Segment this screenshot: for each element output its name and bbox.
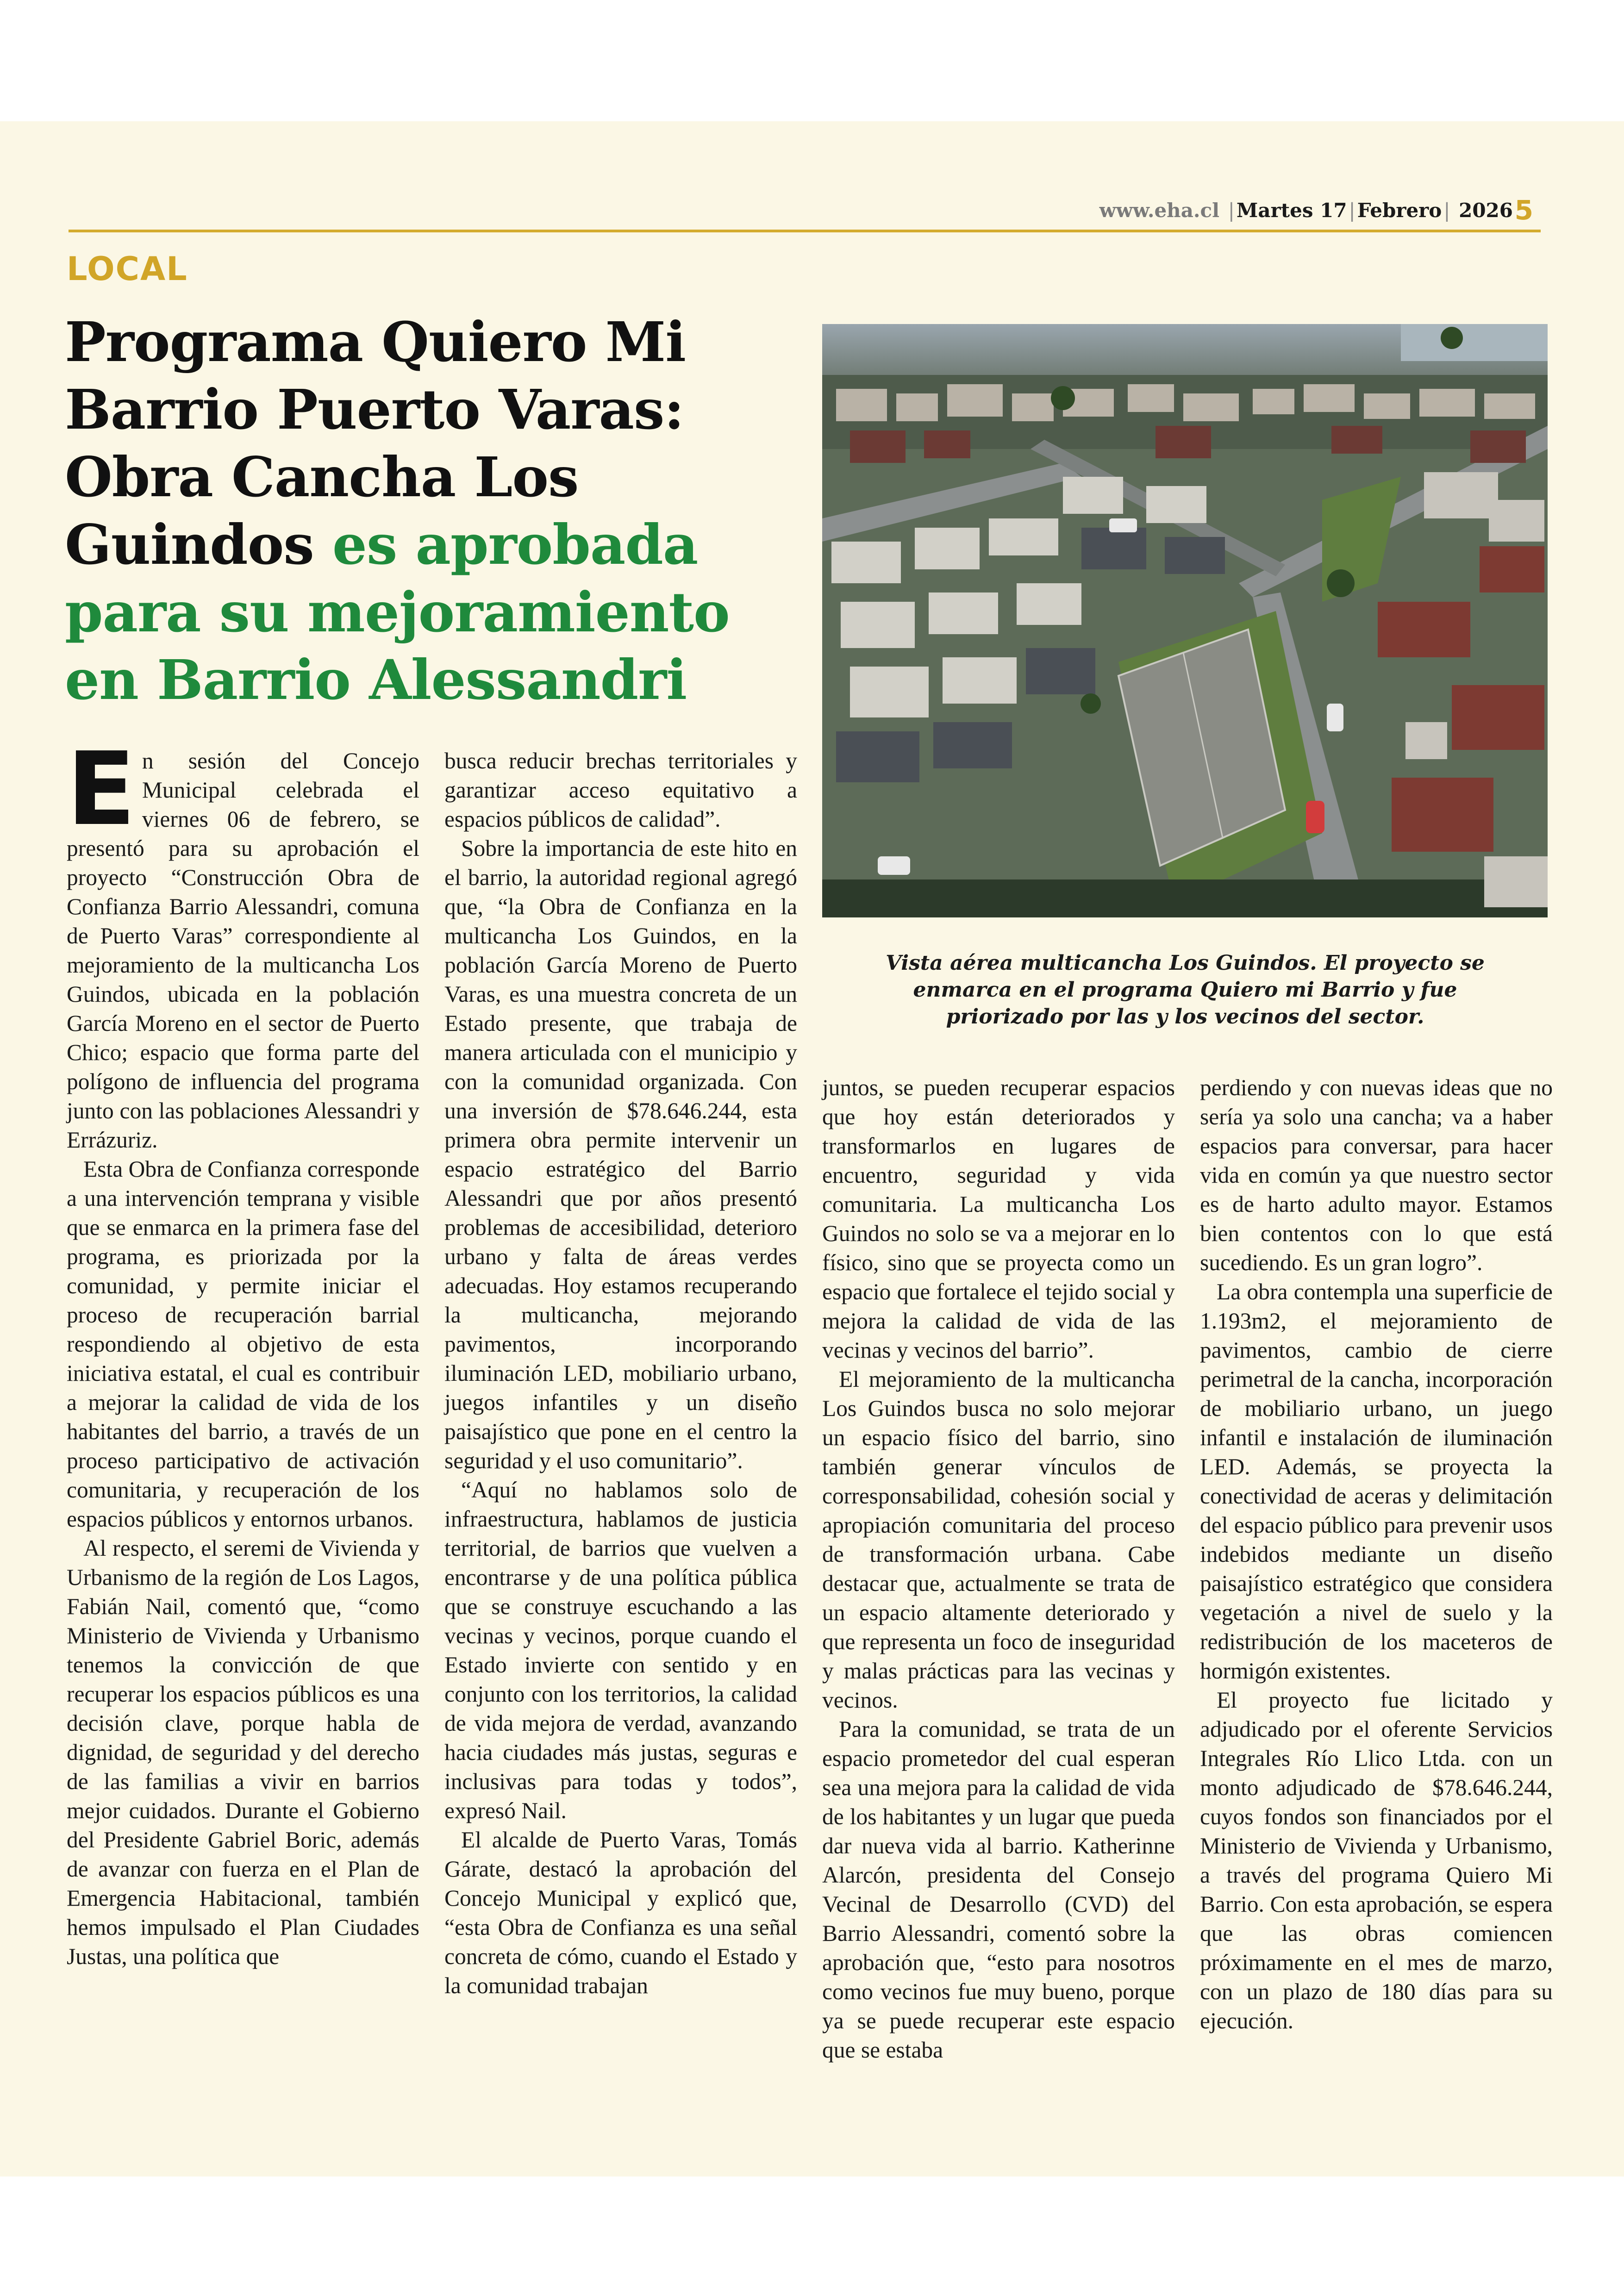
paragraph: busca reducir brechas territoriales y garantizar acceso equitativo a espacios públicos de calidad”. — [444, 748, 797, 832]
photo-caption: Vista aérea multicancha Los Guindos. El proyecto se enmarca en el programa Quiero mi Barrio y fue priorizado por las y los vecinos del sector. — [886, 951, 1485, 1029]
paragraph: El proyecto fue licitado y adjudicado por el oferente Servicios Integrales Río Llico Ltda. con un monto adjudicado de $78.646.244, cuyos fondos son financiados por el Ministerio de Vivienda y Urbanismo, a través del programa Quiero Mi Barrio. Con esta aprobación, se espera que las obras comiencen próximamente en el mes de marzo, con un plazo de 180 días para su ejecución. — [1200, 1687, 1553, 2033]
header-rule — [69, 230, 1541, 232]
paragraph: Esta Obra de Confianza corresponde a una intervención temprana y visible que se enmarca en la primera fase del programa, es priorizada por la comunidad, y permite iniciar el proceso de recuperación barrial respondiendo al objetivo de esta iniciativa estatal, el cual es contribuir a mejorar la calidad de vida de los habitantes del barrio, a través de un proceso participativo de activación comunitaria, y recuperación de los espacios públicos y entornos urbanos. — [67, 1156, 419, 1532]
header-website: www.eha.cl — [1099, 199, 1220, 222]
article-headline — [65, 308, 806, 714]
paragraph: Sobre la importancia de este hito en el barrio, la autoridad regional agregó que, “la Obra de Confianza en la multicancha Los Guindos, en la población García Moreno de Puerto Varas, es una muestra concreta de un Estado presente, que trabaja de manera articulada con el municipio y con la comunidad organizada. Con una inversión de $78.646.244, esta primera obra permite intervenir un espacio estratégico del Barrio Alessandri que por años presentó problemas de accesibilidad, deterioro urbano y falta de áreas verdes adecuadas. Hoy estamos recuperando la multicancha, mejorando pavimentos, incorporando iluminación LED, mobiliario urbano, juegos infantiles y un diseño paisajístico que pone en el centro la seguridad y el uso comunitario”. — [444, 836, 797, 1473]
section-label: LOCAL — [67, 250, 188, 288]
header-month: Febrero — [1357, 199, 1442, 222]
paragraph: “Aquí no hablamos solo de infraestructura, hablamos de justicia territorial, de barrios que vuelven a encontrarse y de una política pública que se construye escuchando a las vecinas y vecinos, porque cuando el Estado invierte con sentido y en conjunto con los territorios, la calidad de vida mejora de verdad, avanzando hacia ciudades más justas, seguras e inclusivas para todas y todos”, expresó Nail. — [444, 1477, 797, 1823]
article-column-4 — [1200, 1073, 1553, 2035]
paragraph: n sesión del Concejo Municipal celebrada el viernes 06 de febrero, se presentó para su aprobación el proyecto “Construcción Obra de Confianza Barrio Alessandri, comuna de Puerto Varas” correspondiente al mejoramiento de la multicancha Los Guindos, ubicada en la población García Moreno en el sector de Puerto Chico; espacio que forma parte del polígono de influencia del programa junto con las poblaciones Alessandri y Errázuriz. — [67, 748, 419, 1153]
aerial-photo-multicancha — [822, 324, 1548, 917]
paragraph: El alcalde de Puerto Varas, Tomás Gárate, destacó la aprobación del Concejo Municipal y explicó que, “esta Obra de Confianza es una señal concreta de cómo, cuando el Estado y la comunidad trabajan — [444, 1827, 797, 1998]
headline-black-part: Programa Quiero Mi Barrio Puerto Varas: Obra Cancha Los Guindos — [65, 310, 686, 577]
paragraph: juntos, se pueden recuperar espacios que hoy están deteriorados y transformarlos en lugares de encuentro, seguridad y vida comunitaria. La multicancha Los Guindos no solo se va a mejorar en lo físico, sino que se proyecta como un espacio que fortalece el tejido social y mejora la calidad de vida de las vecinas y vecinos del barrio”. — [822, 1075, 1175, 1363]
paragraph: Para la comunidad, se trata de un espacio prometedor del cual esperan sea una mejora para la calidad de vida de los habitantes y un lugar que pueda dar nueva vida al barrio. Katherinne Alarcón, presidenta del Consejo Vecinal de Desarrollo (CVD) del Barrio Alessandri, comentó sobre la aprobación que, “esto para nosotros como vecinos fue muy bueno, porque ya se puede recuperar este espacio que se estaba — [822, 1716, 1175, 2063]
article-column-3 — [822, 1073, 1175, 2064]
page-header-meta: www.eha.cl |Martes 17|Febrero| 2026 — [1099, 199, 1513, 222]
header-year: 2026 — [1459, 199, 1513, 222]
paragraph: La obra contempla una superficie de 1.193m2, el mejoramiento de pavimentos, cambio de cierre perimetral de la cancha, incorporación de mobiliario urbano, un juego infantil e instalación de iluminación LED. Además, se proyecta la conectividad de aceras y delimitación del espacio público para prevenir usos indebidos mediante un diseño paisajístico estratégico que considera vegetación a nivel de suelo y la redistribución de los maceteros de hormigón existentes. — [1200, 1279, 1553, 1684]
headline-green-part: es aprobada para su mejoramiento en Barrio Alessandri — [65, 512, 730, 712]
article-column-2 — [444, 746, 797, 2000]
article-column-1 — [67, 731, 419, 1971]
header-day: Martes 17 — [1236, 199, 1347, 222]
paragraph: perdiendo y con nuevas ideas que no sería ya solo una cancha; va a haber espacios para conversar, para hacer vida en común ya que nuestro sector es de harto adulto mayor. Estamos bien contentos con lo que está sucediendo. Es un gran logro”. — [1200, 1075, 1553, 1275]
paragraph: El mejoramiento de la multicancha Los Guindos busca no solo mejorar un espacio físico del barrio, sino también generar vínculos de corresponsabilidad, cohesión social y apropiación comunitaria del proceso de transformación urbana. Cabe destacar que, actualmente se trata de un espacio altamente deteriorado y que representa un foco de inseguridad y malas prácticas para las vecinas y vecinos. — [822, 1366, 1175, 1713]
paragraph: Al respecto, el seremi de Vivienda y Urbanismo de la región de Los Lagos, Fabián Nail, comentó que, “como Ministerio de Vivienda y Urbanismo tenemos la convicción de que recuperar los espacios públicos es una decisión clave, porque habla de dignidad, de seguridad y del derecho de las familias a vivir en barrios mejor cuidados. Durante el Gobierno del Presidente Gabriel Boric, además de avanzar con fuerza en el Plan de Emergencia Habitacional, también hemos impulsado el Plan Ciudades Justas, una política que — [67, 1535, 419, 1969]
page-number: 5 — [1514, 194, 1533, 226]
drop-cap: E — [67, 731, 136, 848]
